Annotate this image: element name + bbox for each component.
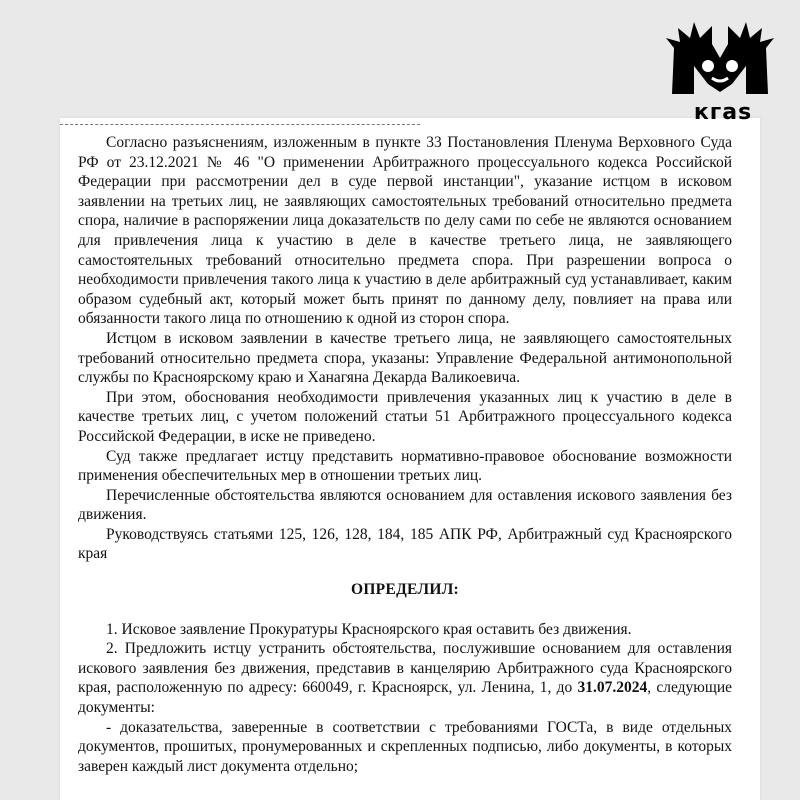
paragraph-third-parties: Истцом в исковом заявлении в качестве третьего лица, не заявляющего самостоятельных требований относительно предмета спора, указаны: Управление Федеральной антимонопольной службы по Красноярскому краю и Ханагяна Декарда Валикоевича. — [78, 329, 732, 387]
paragraph-explanation: Согласно разъяснениям, изложенным в пункте 33 Постановления Пленума Верховного Суда РФ от 23.12.2021 № 46 "О применении Арбитражного процессуального кодекса Российской Федерации при рассмотрении дел в суде первой инстанции", указание истцом в исковом заявлении на третьих лиц, не заявляющих самостоятельных требований относительно предмета спора, наличие в распоряжении лица доказательств по делу сами по себе не являются основанием для привлечения лица к участию в деле в качестве третьего лица, не заявляющего самостоятельных требований относительно предмета спора. При разрешении вопроса о необходимости привлечения такого лица к участию в деле арбитражный суд устанавливает, каким образом судебный акт, который может быть принят по данному делу, повлияет на права или обязанности такого лица по отношению к одной из сторон спора. — [78, 134, 732, 328]
paragraph-grounds: Перечисленные обстоятельства являются основанием для оставления искового заявления без движения. — [78, 486, 732, 524]
decision-heading: ОПРЕДЕЛИЛ: — [350, 581, 460, 599]
decision-item-1: 1. Исковое заявление Прокуратуры Красноярского края оставить без движения. — [106, 620, 632, 638]
decision-item-3: - доказательства, заверенные в соответствии с требованиями ГОСТа, в виде отдельных документов, прошитых, пронумерованных и скрепленных подписью, либо документы, в которых заверен каждый лист документа отдельно; — [78, 718, 732, 775]
paragraph-justification: При этом, обоснования необходимости привлечения указанных лиц к участию в деле в качестве третьих лиц, с учетом положений статьи 51 Арбитражного процессуального кодекса Российской Федерации, в иске не приведено. — [78, 388, 732, 445]
decision-item-2-tail: , следующие документы: — [78, 679, 732, 717]
brand-logo-caption: кгаs — [693, 100, 753, 125]
deadline-date: 31.07.2024 — [577, 679, 648, 697]
document-body — [78, 133, 732, 776]
decision-item-2-text: 2. Предложить истцу устранить обстоятельства, послужившие основанием для оставления искового заявления без движения, представив в канцелярию Арбитражного суда Красноярского края, расположенную по адресу: 660049, г. Красноярск, ул. Ленина, 1, до — [78, 640, 732, 697]
decision-item-2 — [78, 639, 732, 717]
cut-edge — [60, 124, 420, 127]
paragraph-interim-measures: Суд также предлагает истцу представить нормативно-правовое обоснование возможности применения обеспечительных мер в отношении третьих лиц. — [78, 447, 732, 485]
paragraph-guided-by: Руководствуясь статьями 125, 126, 128, 184, 185 АПК РФ, Арбитражный суд Красноярского края — [78, 525, 732, 563]
